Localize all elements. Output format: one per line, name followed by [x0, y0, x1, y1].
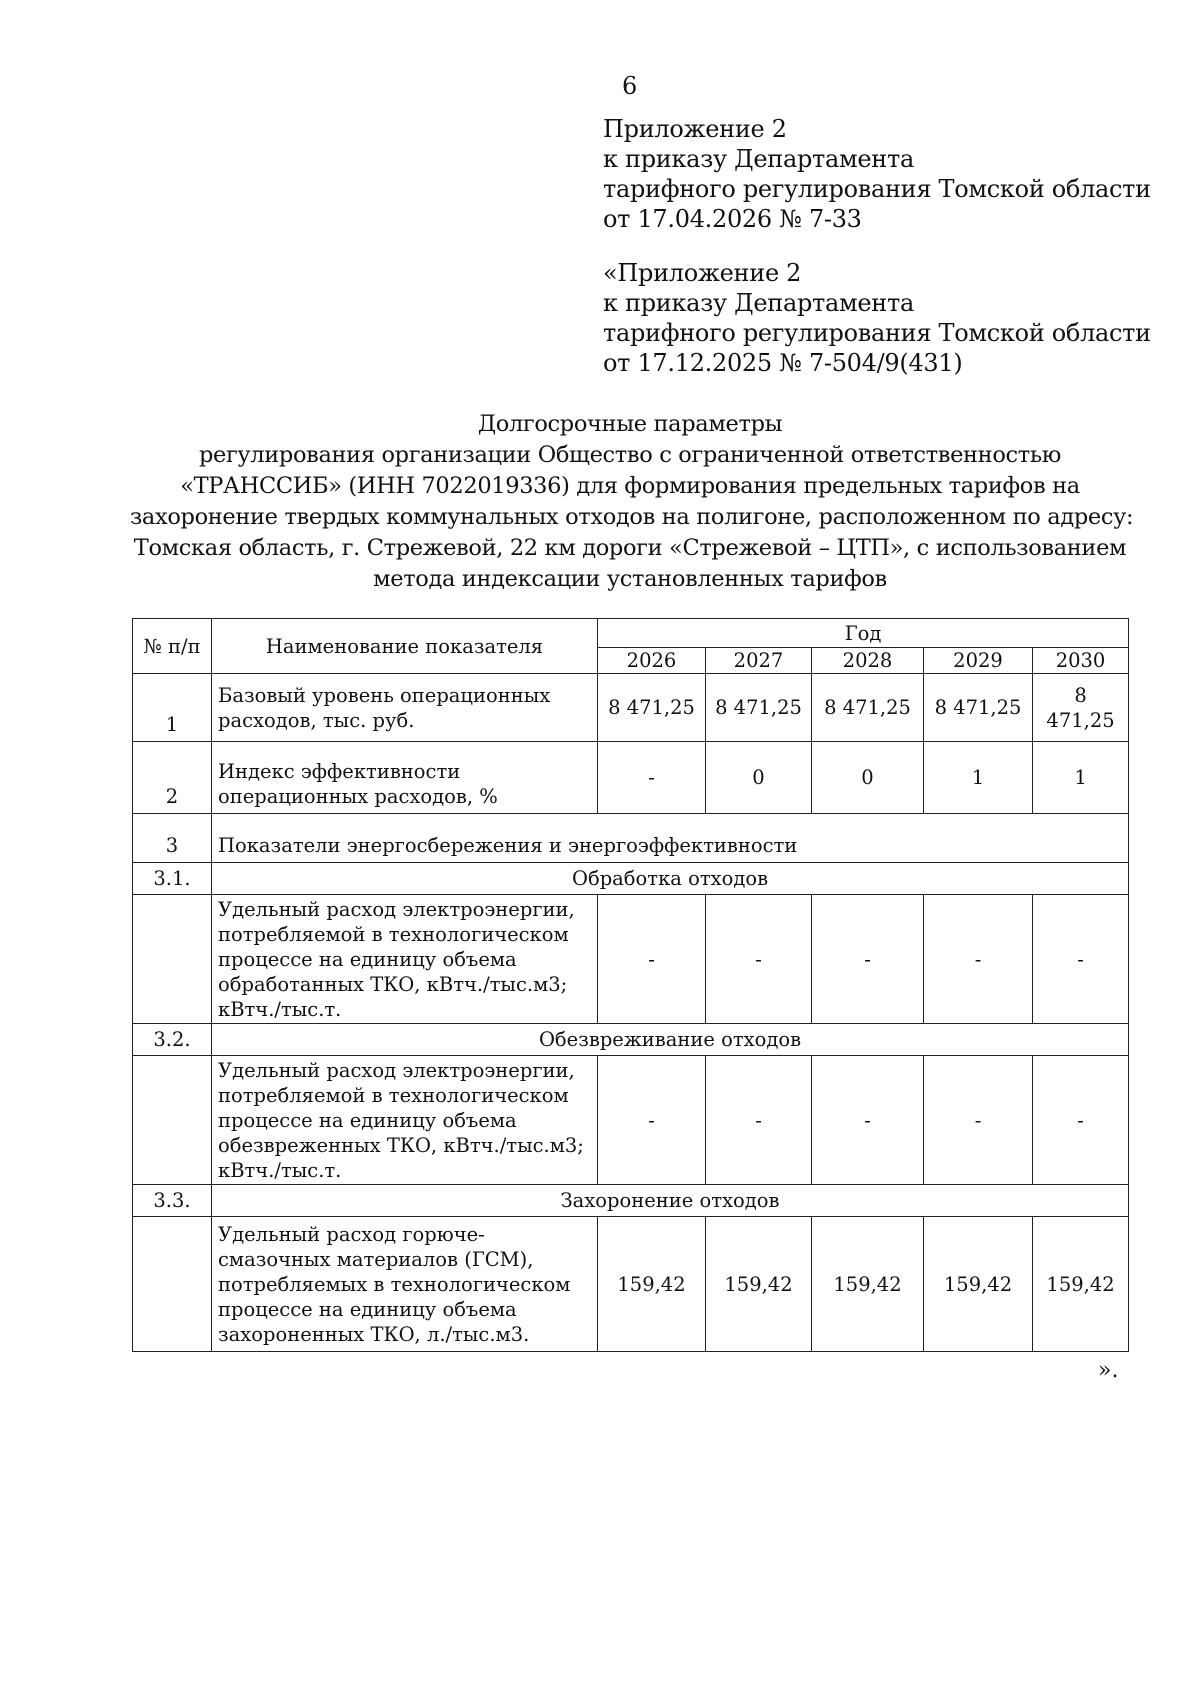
appendix-header-original: [603, 258, 1151, 378]
table-row: [133, 814, 1129, 863]
section-title: Захоронение отходов: [212, 1185, 1129, 1217]
appendix-original-line: к приказу Департамента: [603, 289, 914, 317]
row-value: -: [598, 742, 706, 814]
table-row: [133, 674, 1129, 742]
row-value: 1: [924, 742, 1033, 814]
row-name: Индекс эффективности операционных расходов, %: [212, 742, 598, 814]
header-year: 2028: [812, 648, 924, 674]
row-value: -: [706, 895, 812, 1024]
title-line: Долгосрочные параметры: [477, 411, 783, 437]
table-row: [133, 1217, 1129, 1352]
closing-quote: ».: [1098, 1358, 1119, 1383]
appendix-original-line: тарифного регулирования Томской области: [603, 319, 1151, 347]
row-num: 1: [133, 674, 212, 742]
row-value: 8 471,25: [812, 674, 924, 742]
title-line: «ТРАНССИБ» (ИНН 7022019336) для формирования предельных тарифов на: [180, 473, 1080, 499]
row-value: -: [924, 1056, 1033, 1185]
row-name: Удельный расход электроэнергии, потребляемой в технологическом процессе на единицу объема обработанных ТКО, кВтч./тыс.м3; кВтч./тыс.т.: [212, 895, 598, 1024]
title-line: захоронение твердых коммунальных отходов на полигоне, расположенном по адресу:: [130, 504, 1134, 530]
row-value: -: [812, 1056, 924, 1185]
appendix-current-line: тарифного регулирования Томской области: [603, 175, 1151, 203]
row-name: Базовый уровень операционных расходов, тыс. руб.: [212, 674, 598, 742]
row-value: 8 471,25: [598, 674, 706, 742]
row-value: -: [1033, 895, 1129, 1024]
header-year-group: Год: [598, 619, 1129, 648]
section-title: Обработка отходов: [212, 863, 1129, 895]
row-value: 0: [706, 742, 812, 814]
table-header-row: [133, 619, 1129, 648]
appendix-original-line: от 17.12.2025 № 7-504/9(431): [603, 349, 963, 377]
section-num: 3.1.: [133, 863, 212, 895]
table-row: [133, 895, 1129, 1024]
table-row: [133, 742, 1129, 814]
header-year: 2027: [706, 648, 812, 674]
row-value: 159,42: [812, 1217, 924, 1352]
row-value: 8 471,25: [706, 674, 812, 742]
row-num-empty: [133, 895, 212, 1024]
row-value: 159,42: [598, 1217, 706, 1352]
row-value: -: [598, 895, 706, 1024]
appendix-current-line: к приказу Департамента: [603, 145, 914, 173]
row-value: 8 471,25: [924, 674, 1033, 742]
header-year: 2026: [598, 648, 706, 674]
row-num: 2: [133, 742, 212, 814]
row-value: 159,42: [924, 1217, 1033, 1352]
header-year: 2030: [1033, 648, 1129, 674]
appendix-header-current: [603, 114, 1151, 234]
row-num-empty: [133, 1056, 212, 1185]
row-value: 159,42: [1033, 1217, 1129, 1352]
row-num: 3: [133, 814, 212, 863]
title-line: регулирования организации Общество с ограниченной ответственностью: [198, 442, 1062, 468]
document-title: [130, 409, 1134, 595]
appendix-original-line: «Приложение 2: [603, 259, 802, 287]
row-value: -: [706, 1056, 812, 1185]
row-value: -: [924, 895, 1033, 1024]
row-name: Показатели энергосбережения и энергоэффективности: [212, 814, 1129, 863]
parameters-table: [132, 618, 1129, 1352]
section-num: 3.2.: [133, 1024, 212, 1056]
row-value: -: [598, 1056, 706, 1185]
appendix-current-line: от 17.04.2026 № 7-33: [603, 205, 862, 233]
row-value: 0: [812, 742, 924, 814]
section-row: [133, 1185, 1129, 1217]
header-name: Наименование показателя: [212, 619, 598, 674]
row-value: 1: [1033, 742, 1129, 814]
section-row: [133, 863, 1129, 895]
title-line: Томская область, г. Стрежевой, 22 км дороги «Стрежевой – ЦТП», с использованием: [133, 535, 1127, 561]
section-row: [133, 1024, 1129, 1056]
appendix-current-line: Приложение 2: [603, 115, 787, 143]
row-name: Удельный расход электроэнергии, потребляемой в технологическом процессе на единицу объема обезвреженных ТКО, кВтч./тыс.м3; кВтч./тыс.т.: [212, 1056, 598, 1185]
row-value: 159,42: [706, 1217, 812, 1352]
row-value: 8 471,25: [1033, 674, 1129, 742]
row-value: -: [812, 895, 924, 1024]
title-line: метода индексации установленных тарифов: [373, 566, 887, 592]
table-row: [133, 1056, 1129, 1185]
row-num-empty: [133, 1217, 212, 1352]
section-num: 3.3.: [133, 1185, 212, 1217]
header-num: № п/п: [133, 619, 212, 674]
row-value: -: [1033, 1056, 1129, 1185]
header-year: 2029: [924, 648, 1033, 674]
row-name: Удельный расход горюче-смазочных материалов (ГСМ), потребляемых в технологическом процессе на единицу объема захороненных ТКО, л./тыс.м3.: [212, 1217, 598, 1352]
section-title: Обезвреживание отходов: [212, 1024, 1129, 1056]
page-number: 6: [622, 72, 638, 100]
